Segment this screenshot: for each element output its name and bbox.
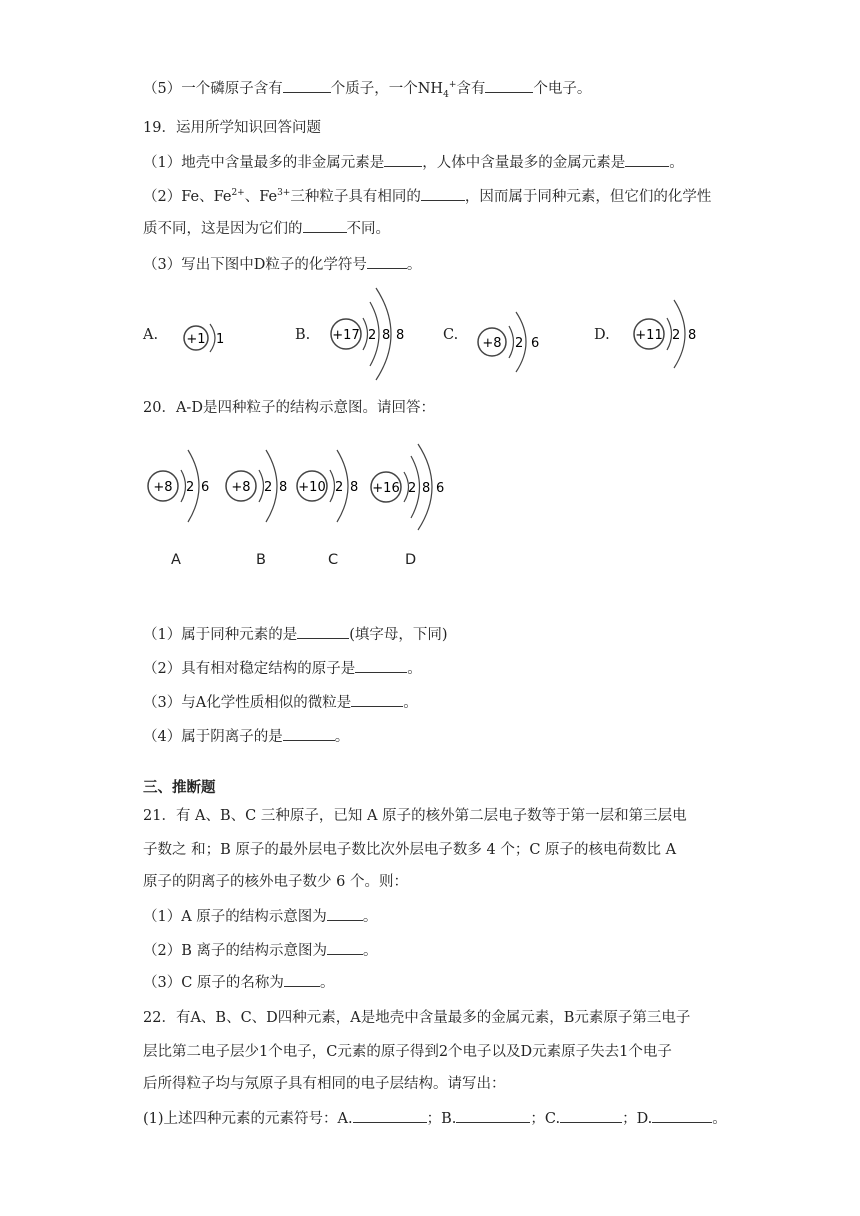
answer-blank[interactable] — [327, 940, 363, 955]
text: 。 — [319, 975, 335, 991]
text: （2）B 离子的结构示意图为 — [143, 943, 327, 959]
shell-arc — [363, 318, 368, 350]
text: （3）与A化学性质相似的微粒是 — [143, 695, 352, 711]
q19-title: 19．运用所学知识回答问题 — [143, 120, 321, 136]
text: 。 — [363, 943, 378, 959]
atom-diagram-a — [176, 316, 236, 360]
diagram-label-a: A — [171, 552, 181, 568]
shell-count: 2 — [515, 336, 524, 351]
text: 个电子。 — [533, 81, 592, 97]
shell-count: 8 — [382, 328, 391, 343]
shell-count: 8 — [279, 480, 288, 495]
option-letter: D. — [594, 327, 610, 343]
text: （1）A 原子的结构示意图为 — [143, 909, 327, 925]
answer-blank[interactable] — [367, 254, 407, 269]
text: 。 — [669, 155, 684, 171]
option-letter: C. — [443, 327, 459, 343]
answer-blank[interactable] — [560, 1108, 622, 1123]
text: 。 — [407, 661, 422, 677]
answer-blank[interactable] — [351, 692, 403, 707]
superscript: + — [448, 80, 457, 91]
shell-arc — [210, 324, 215, 352]
shell-count: 2 — [672, 328, 681, 343]
q18-5-line — [143, 78, 591, 99]
q21-line3: 原子的阴离子的核外电子数少 6 个。则： — [143, 874, 408, 890]
atom-diagram-20c — [295, 446, 367, 526]
q20-title: 20．A-D是四种粒子的结构示意图。请回答： — [143, 400, 435, 416]
text: 三种粒子具有相同的 — [290, 189, 421, 205]
answer-blank[interactable] — [421, 186, 465, 201]
shell-count: 8 — [688, 328, 697, 343]
option-letter: A. — [143, 327, 159, 343]
q19-part2 — [143, 186, 711, 207]
shell-count: 8 — [422, 481, 431, 496]
shell-count: 2 — [408, 481, 417, 496]
answer-blank[interactable] — [297, 624, 349, 639]
q21-part3 — [143, 972, 334, 993]
text: 质不同，这是因为它们的 — [143, 221, 303, 237]
text: ；D. — [622, 1111, 653, 1127]
text: （4）属于阴离子的是 — [143, 729, 283, 745]
text: ；C. — [530, 1111, 561, 1127]
q19-part2-cont — [143, 218, 390, 239]
section-heading: 三、推断题 — [143, 779, 216, 796]
shell-count: 2 — [368, 328, 377, 343]
q20-part2 — [143, 658, 422, 679]
shell-count: 6 — [436, 481, 445, 496]
q22-line1: 22．有A、B、C、D四种元素，A是地壳中含量最多的金属元素，B元素原子第三电子 — [143, 1010, 691, 1026]
q21-part2 — [143, 940, 378, 961]
answer-blank[interactable] — [456, 1108, 530, 1123]
option-letter: B. — [295, 327, 311, 343]
text: 。 — [403, 695, 418, 711]
atom-diagram-20a — [146, 446, 218, 526]
nucleus-charge: +8 — [153, 480, 173, 495]
text: （2）具有相对稳定结构的原子是 — [143, 661, 356, 677]
answer-blank[interactable] — [625, 152, 669, 167]
atom-diagram-c — [476, 306, 556, 378]
text: ；B. — [426, 1111, 457, 1127]
text: 。 — [712, 1111, 727, 1127]
shell-count: 6 — [531, 336, 540, 351]
q22-line2: 层比第二电子层少1个电子，C元素的原子得到2个电子以及D元素原子失去1个电子 — [143, 1044, 672, 1060]
nucleus-charge: +8 — [231, 480, 251, 495]
answer-blank[interactable] — [283, 726, 335, 741]
q19-part1 — [143, 152, 684, 173]
q22-part1 — [143, 1108, 727, 1129]
shell-arc — [259, 470, 264, 502]
text: 个质子，一个NH — [330, 81, 444, 97]
q21-line1: 21．有 A、B、C 三种原子，已知 A 原子的核外第二层电子数等于第一层和第三层电 — [143, 808, 687, 824]
nucleus-charge: +16 — [372, 481, 400, 496]
shell-arc — [330, 470, 335, 502]
answer-blank[interactable] — [485, 78, 533, 93]
nucleus-charge: +8 — [482, 336, 502, 351]
text: 、Fe — [244, 189, 278, 205]
subscript: 4 — [443, 89, 449, 100]
atom-diagram-d — [632, 296, 712, 372]
nucleus-charge: +1 — [186, 332, 206, 347]
shell-arc — [509, 326, 514, 358]
shell-arc — [667, 318, 672, 350]
text: (填字母，下同) — [349, 627, 448, 643]
answer-blank[interactable] — [355, 658, 407, 673]
text: 。 — [362, 909, 378, 925]
answer-blank[interactable] — [384, 152, 422, 167]
superscript: 2+ — [231, 188, 245, 199]
diagram-label-b: B — [256, 552, 266, 568]
q21-line2: 子数之 和；B 原子的最外层电子数比次外层电子数多 4 个；C 原子的核电荷数比 A — [143, 842, 677, 858]
atom-diagram-20d — [368, 442, 458, 532]
answer-blank[interactable] — [327, 906, 363, 921]
shell-count: 2 — [335, 480, 344, 495]
q20-part4 — [143, 726, 349, 747]
answer-blank[interactable] — [652, 1108, 712, 1123]
q20-part1 — [143, 624, 448, 645]
shell-arc — [181, 470, 186, 502]
text: （3）写出下图中D粒子的化学符号 — [143, 257, 367, 273]
diagram-label-c: C — [328, 552, 339, 568]
shell-count: 1 — [216, 332, 225, 347]
diagram-label-d: D — [405, 552, 417, 568]
superscript: 3+ — [277, 188, 291, 199]
text: 。 — [334, 729, 350, 745]
text: （3）C 原子的名称为 — [143, 975, 284, 991]
shell-count: 8 — [350, 480, 359, 495]
shell-count: 6 — [201, 480, 210, 495]
text: ，人体中含量最多的金属元素是 — [422, 155, 626, 171]
nucleus-charge: +11 — [635, 328, 663, 343]
shell-count: 2 — [264, 480, 273, 495]
text: (1)上述四种元素的元素符号：A. — [143, 1111, 353, 1127]
nucleus-charge: +17 — [332, 328, 360, 343]
text: 含有 — [456, 81, 486, 97]
q21-part1 — [143, 906, 377, 927]
answer-blank[interactable] — [353, 1108, 427, 1123]
text: （1）地壳中含量最多的非金属元素是 — [143, 155, 385, 171]
atom-diagram-20b — [224, 446, 296, 526]
atom-diagram-b — [326, 284, 416, 384]
q22-line3: 后所得粒子均与氖原子具有相同的电子层结构。请写出： — [143, 1076, 506, 1092]
shell-count: 8 — [396, 328, 405, 343]
q19-part3 — [143, 254, 421, 275]
text: （1）属于同种元素的是 — [143, 627, 298, 643]
text: （2）Fe、Fe — [143, 189, 232, 205]
text: （5）一个磷原子含有 — [143, 81, 283, 97]
answer-blank[interactable] — [283, 78, 331, 93]
text: 不同。 — [346, 221, 390, 237]
text: 。 — [406, 257, 422, 273]
shell-count: 2 — [186, 480, 195, 495]
text: ，因而属于同种元素，但它们的化学性 — [464, 189, 712, 205]
answer-blank[interactable] — [303, 218, 347, 233]
answer-blank[interactable] — [284, 972, 320, 987]
q20-part3 — [143, 692, 418, 713]
nucleus-charge: +10 — [298, 480, 326, 495]
